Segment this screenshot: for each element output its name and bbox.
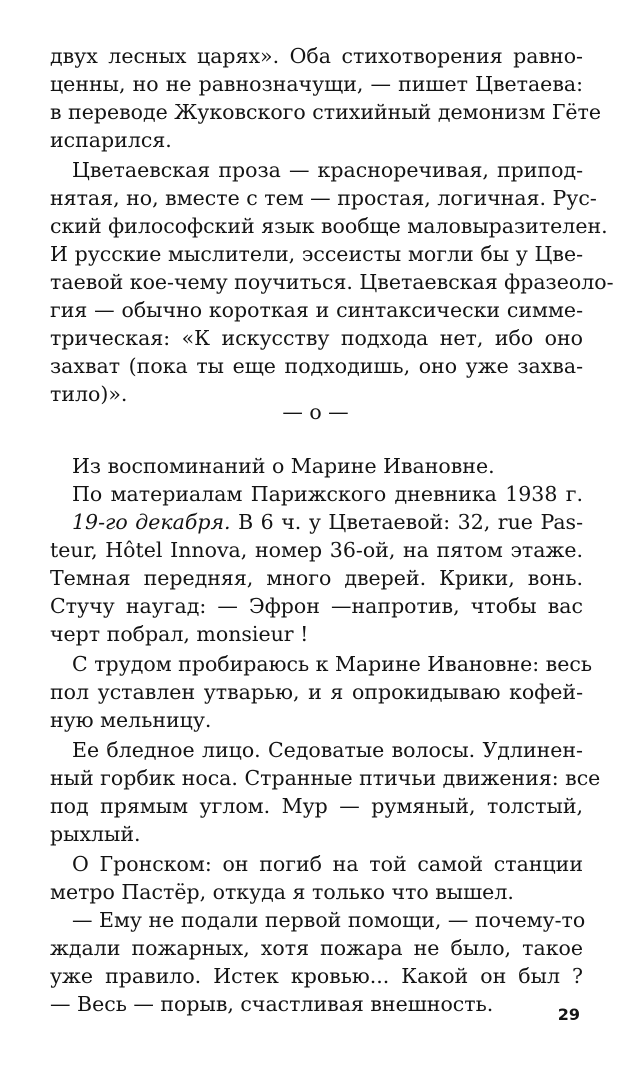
text-line: уже правило. Истек кровью... Какой он был ? <box>50 964 583 988</box>
text-line: таевой кое-чему поучиться. Цветаевская фразеоло- <box>50 270 614 294</box>
text-line: — Ему не подали первой помощи, — почему-то <box>72 908 586 932</box>
text-line: рыхлый. <box>50 822 141 846</box>
text-line-rest: В 6 ч. у Цветаевой: 32, rue Pas- <box>230 510 583 534</box>
text-line: Цветаевская проза — красноречивая, припод- <box>72 158 583 182</box>
text-line: С трудом пробираюсь к Марине Ивановне: весь <box>72 652 592 676</box>
text-line: метро Пастёр, откуда я только что вышел. <box>50 880 514 904</box>
page-number: 29 <box>557 1005 580 1024</box>
text-line: под прямым углом. Мур — румяный, толстый, <box>50 794 583 818</box>
text-line: Стучу наугад: — Эфрон —напротив, чтобы вас <box>50 594 583 618</box>
text-line: teur, Hôtel Innova, номер 36-ой, на пятом этаже. <box>50 538 583 562</box>
text-line: ценны, но не равнозначущи, — пишет Цветаева: <box>50 72 583 96</box>
diary-date: 19-го декабря. <box>72 510 231 534</box>
text-line: черт побрал, monsieur ! <box>50 622 309 646</box>
text-line: — Весь — порыв, счастливая внешность. <box>50 992 494 1016</box>
text-line: И русские мыслители, эссеисты могли бы у Цве- <box>50 242 583 266</box>
text-line: ную мельницу. <box>50 708 212 732</box>
text-line: ский философский язык вообще маловыразителен. <box>50 214 608 238</box>
text-line: захват (пока ты еще подходишь, оно уже захва- <box>50 354 583 378</box>
text-line: в переводе Жуковского стихийный демонизм Гёте <box>50 100 602 124</box>
text-line: тило)». <box>50 382 128 406</box>
text-line: О Гронском: он погиб на той самой станции <box>72 852 583 876</box>
text-line: испарился. <box>50 128 172 152</box>
text-line: Ее бледное лицо. Седоватые волосы. Удлинен- <box>72 738 583 762</box>
text-line <box>72 508 583 536</box>
text-line: двух лесных царях». Оба стихотворения равно- <box>50 44 583 68</box>
text-line: Темная передняя, много дверей. Крики, вонь. <box>50 566 583 590</box>
section-separator: — о — <box>282 400 349 424</box>
text-line: пол уставлен утварью, и я опрокидываю кофей- <box>50 680 583 704</box>
text-line: ждали пожарных, хотя пожара не было, такое <box>50 936 583 960</box>
section-heading: Из воспоминаний о Марине Ивановне. <box>72 454 495 478</box>
text-line: гия — обычно короткая и синтаксически симме- <box>50 298 583 322</box>
text-line: ный горбик носа. Странные птичьи движения: все <box>50 766 601 790</box>
text-line: трическая: «К искусству подхода нет, ибо оно <box>50 326 583 350</box>
text-line: По материалам Парижского дневника 1938 г. <box>72 482 583 506</box>
text-line: нятая, но, вместе с тем — простая, логичная. Рус- <box>50 186 597 210</box>
